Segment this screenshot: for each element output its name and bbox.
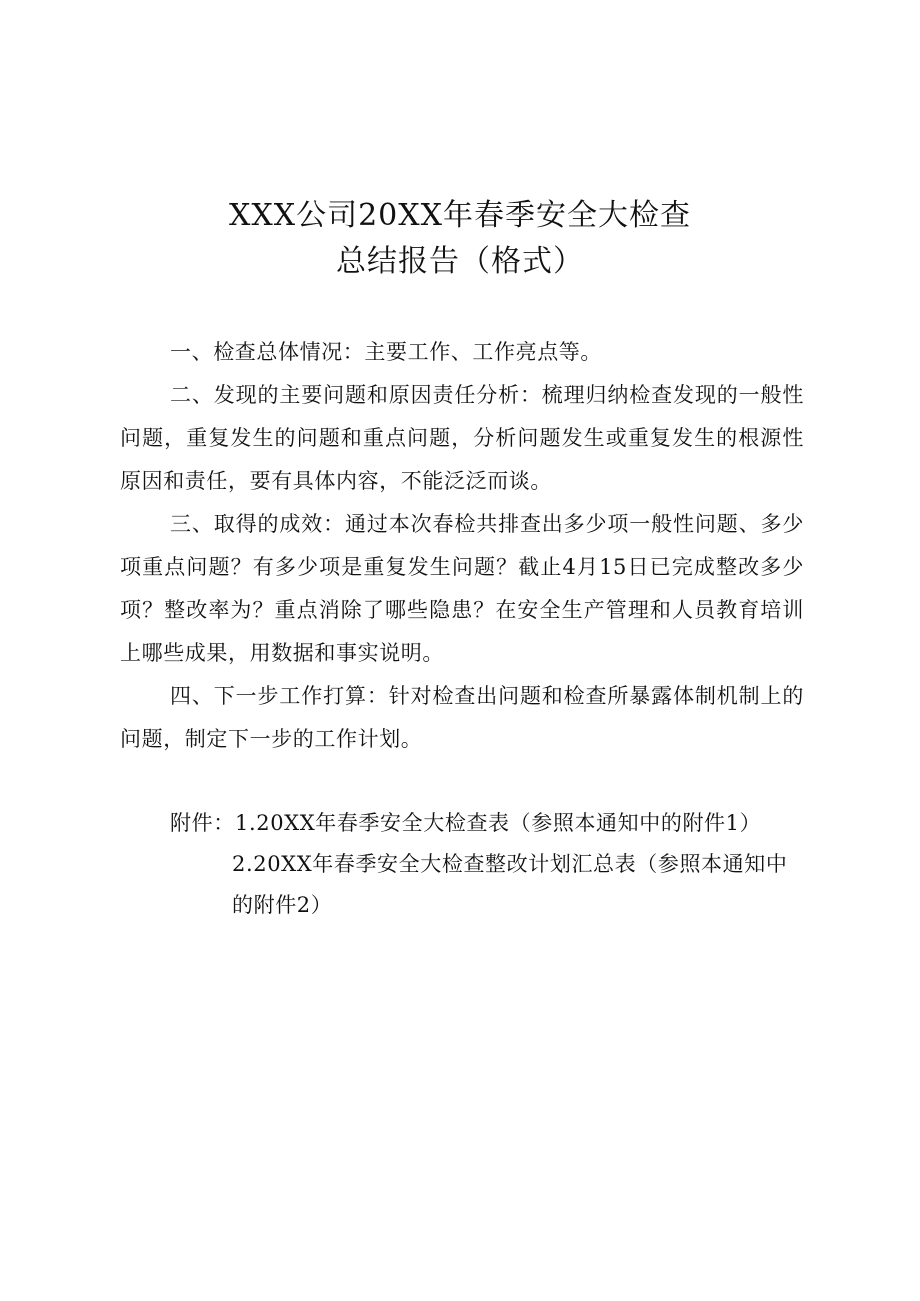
attachment-row-2 — [120, 844, 804, 926]
attachment-item-1: 1.20XX年春季安全大检查表（参照本通知中的附件1） — [235, 811, 762, 835]
attachment-item-2: 2.20XX年春季安全大检查整改计划汇总表（参照本通知中的附件2） — [232, 852, 788, 917]
report-body — [120, 331, 804, 761]
paragraph-overview: 一、检查总体情况：主要工作、工作亮点等。 — [170, 340, 602, 364]
paragraph-problems: 二、发现的主要问题和原因责任分析：梳理归纳检查发现的一般性问题，重复发生的问题和重点问题，分析问题发生或重复发生的根源性原因和责任，要有具体内容，不能泛泛而谈。 — [120, 383, 804, 493]
attachments-label: 附件： — [170, 811, 235, 835]
report-title-line-2: 总结报告（格式） — [336, 244, 584, 279]
paragraph-results: 三、取得的成效：通过本次春检共排查出多少项一般性问题、多少项重点问题？有多少项是重复发生问题？截止4月15日已完成整改多少项？整改率为？重点消除了哪些隐患？在安全生产管理和人员教育培训上哪些成果，用数据和事实说明。 — [120, 512, 804, 665]
report-title-line-1: XXX公司20XX年春季安全大检查 — [229, 198, 691, 233]
attachment-row-1 — [120, 803, 804, 844]
title-block — [0, 193, 920, 285]
paragraph-next-steps: 四、下一步工作打算：针对检查出问题和检查所暴露体制机制上的问题，制定下一步的工作计划。 — [120, 684, 804, 751]
attachments-section — [120, 803, 804, 926]
